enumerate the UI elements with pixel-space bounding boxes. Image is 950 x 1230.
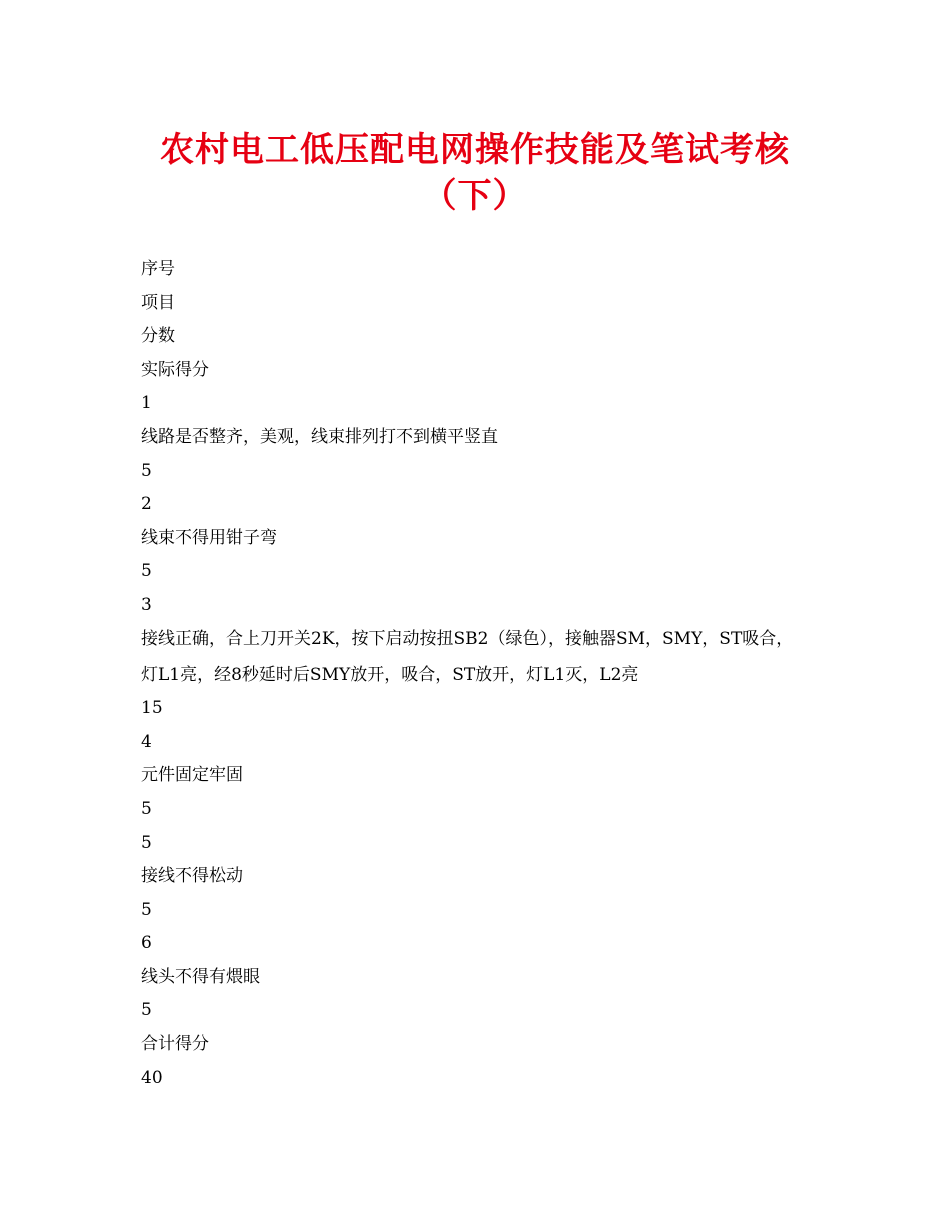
text-line: 40 [141,1067,163,1088]
document-subtitle: （下） [422,176,528,216]
document-title: 农村电工低压配电网操作技能及笔试考核 [160,130,790,170]
text-line: 合计得分 [141,1034,209,1055]
text-line: 元件固定牢固 [141,765,243,786]
text-line: 5 [141,1000,152,1021]
text-line: 5 [141,798,152,819]
text-line: 2 [141,494,152,515]
text-line: 5 [141,561,152,582]
text-line: 3 [141,594,152,615]
text-line: 5 [141,899,152,920]
text-line: 序号 [141,259,175,279]
text-line: 分数 [141,326,175,347]
text-line: 线头不得有煨眼 [141,966,260,987]
text-line: 线束不得用钳子弯 [141,527,277,548]
text-line: 灯L1亮，经8秒延时后SMY放开，吸合，ST放开，灯L1灭，L2亮 [141,664,639,685]
text-line: 接线正确，合上刀开关2K，按下启动按扭SB2（绿色），接触器SM，SMY，ST吸合， [141,628,794,649]
text-line: 实际得分 [141,359,209,380]
text-line: 线路是否整齐，美观，线束排列打不到横平竖直 [141,426,498,447]
document-body [141,255,841,1097]
text-line: 1 [141,393,152,414]
text-line: 6 [141,933,152,954]
text-line: 15 [141,698,163,719]
text-line: 接线不得松动 [141,866,243,887]
text-line: 4 [141,731,152,752]
text-line: 5 [141,460,152,481]
text-line: 5 [141,832,152,853]
text-line: 项目 [141,292,175,313]
